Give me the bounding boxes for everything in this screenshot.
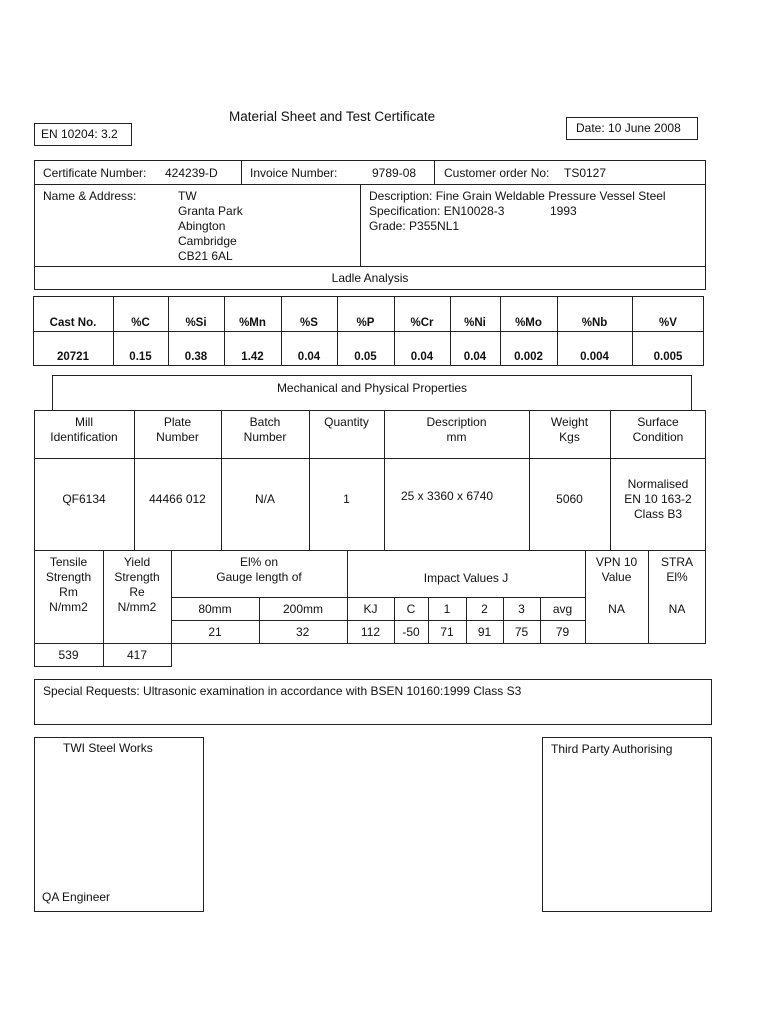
customer-order-value: TS0127: [564, 166, 607, 180]
tensile-strength-value: 539: [58, 648, 79, 662]
special-requests-text: Special Requests: Ultrasonic examination in accordance with BSEN 10160:1999 Class S3: [43, 684, 522, 698]
address-line: Abington: [178, 219, 226, 233]
mill-identification-header: Mill Identification: [50, 415, 118, 444]
ladle-header-mn: %Mn: [239, 317, 266, 329]
impact-3-value: 75: [514, 625, 529, 639]
ladle-header-cr: %Cr: [410, 317, 434, 329]
certificate-number-label: Certificate Number:: [43, 166, 147, 180]
address-line: TW: [178, 189, 197, 203]
mechanical-col-divider: [309, 410, 310, 551]
impact-col-1: 1: [443, 602, 451, 616]
header-col-divider: [241, 160, 242, 184]
date-label: Date: 10 June 2008: [576, 121, 681, 135]
qa-engineer-label: QA Engineer: [42, 890, 111, 904]
gauge-200mm-label: 200mm: [282, 602, 323, 616]
customer-order-label: Customer order No:: [444, 166, 550, 180]
ladle-header-v: %V: [659, 317, 677, 329]
surface-condition-header: Surface Condition: [632, 415, 684, 444]
ladle-analysis-title: Ladle Analysis: [331, 271, 409, 285]
header-divider: [34, 184, 706, 185]
ladle-title-divider: [34, 266, 706, 267]
third-party-title: Third Party Authorising: [551, 742, 673, 756]
stra-header: STRA El%: [660, 555, 693, 584]
description-mm-header: Description mm: [426, 415, 487, 444]
stra-value: NA: [668, 602, 686, 616]
ladle-header-p: %P: [356, 317, 375, 329]
surface-condition-value: Normalised EN 10 163-2 Class B3: [624, 477, 692, 521]
elongation-200mm-value: 32: [296, 625, 310, 639]
tests-row-divider: [171, 620, 585, 621]
ladle-mo-value: 0.002: [514, 351, 543, 363]
address-line: Granta Park: [178, 204, 243, 218]
steel-works-title: TWI Steel Works: [63, 741, 153, 755]
specification-year: 1993: [550, 204, 577, 218]
document-title: Material Sheet and Test Certificate: [229, 109, 436, 124]
ladle-header-mo: %Mo: [515, 317, 542, 329]
ladle-cr-value: 0.04: [410, 351, 434, 363]
ladle-row-divider: [33, 331, 704, 332]
tests-row-divider: [171, 597, 585, 598]
impact-kj-value: 112: [360, 625, 381, 639]
ladle-header-ni: %Ni: [464, 317, 486, 329]
ladle-cast-no-value: 20721: [57, 351, 89, 363]
ladle-c-value: 0.15: [129, 351, 152, 363]
ladle-header-si: %Si: [185, 317, 207, 329]
address-line: Cambridge: [178, 234, 237, 248]
elongation-header: El% on Gauge length of: [216, 555, 302, 584]
header-col-divider: [434, 160, 435, 184]
ladle-s-value: 0.04: [297, 351, 321, 363]
yield-strength-header: Yield Strength Re N/mm2: [114, 555, 160, 614]
standard-label: EN 10204: 3.2: [41, 127, 118, 141]
tensile-strength-header: Tensile Strength Rm N/mm2: [45, 555, 92, 614]
ladle-v-value: 0.005: [653, 351, 683, 363]
ladle-ni-value: 0.04: [463, 351, 487, 363]
gauge-80mm-label: 80mm: [198, 602, 232, 616]
plate-number-value: 44466 012: [149, 492, 206, 506]
address-label: Name & Address:: [43, 189, 137, 203]
ladle-header-cast-no: Cast No.: [49, 317, 97, 329]
impact-avg-value: 79: [555, 625, 570, 639]
weight-kgs-value: 5060: [556, 492, 583, 506]
address-line: CB21 6AL: [178, 249, 233, 263]
batch-number-value: N/A: [254, 492, 275, 506]
elongation-80mm-value: 21: [208, 625, 222, 639]
vpn-value-header: VPN 10 Value: [595, 555, 638, 584]
third-party-signature-box: [542, 737, 712, 912]
impact-col-3: 3: [518, 602, 525, 616]
grade-text: Grade: P355NL1: [369, 219, 460, 233]
invoice-number-value: 9789-08: [372, 166, 417, 180]
plate-number-header: Plate Number: [156, 415, 199, 444]
quantity-header: Quantity: [324, 415, 369, 429]
ladle-p-value: 0.05: [354, 351, 377, 363]
vpn-value: NA: [608, 602, 625, 616]
address-divider: [360, 184, 361, 266]
ladle-header-c: %C: [131, 317, 150, 329]
impact-col-avg: avg: [552, 602, 573, 616]
ladle-header-s: %S: [300, 317, 318, 329]
impact-col-c: C: [406, 602, 416, 616]
mechanical-properties-title: Mechanical and Physical Properties: [276, 381, 468, 395]
impact-1-value: 71: [440, 625, 454, 639]
yield-strength-value: 417: [126, 648, 148, 662]
weight-kgs-header: Weight Kgs: [550, 415, 589, 444]
mill-identification-value: QF6134: [62, 492, 106, 506]
ladle-header-nb: %Nb: [581, 317, 608, 329]
impact-2-value: 91: [477, 625, 492, 639]
quantity-value: 1: [343, 492, 350, 506]
batch-number-header: Batch Number: [243, 415, 287, 444]
steel-works-signature-box: [34, 737, 204, 912]
impact-col-2: 2: [481, 602, 488, 616]
ladle-nb-value: 0.004: [580, 351, 609, 363]
invoice-number-label: Invoice Number:: [250, 166, 338, 180]
ladle-si-value: 0.38: [184, 351, 208, 363]
specification-text: Specification: EN10028-3: [369, 204, 505, 218]
impact-c-value: -50: [402, 625, 420, 639]
impact-col-kj: KJ: [363, 602, 378, 616]
description-mm-value: 25 x 3360 x 6740: [401, 489, 494, 503]
impact-values-header: Impact Values J: [423, 571, 509, 585]
ladle-mn-value: 1.42: [241, 351, 264, 363]
certificate-number-value: 424239-D: [165, 166, 218, 180]
description-text: Description: Fine Grain Weldable Pressure Vessel Steel: [369, 189, 666, 203]
